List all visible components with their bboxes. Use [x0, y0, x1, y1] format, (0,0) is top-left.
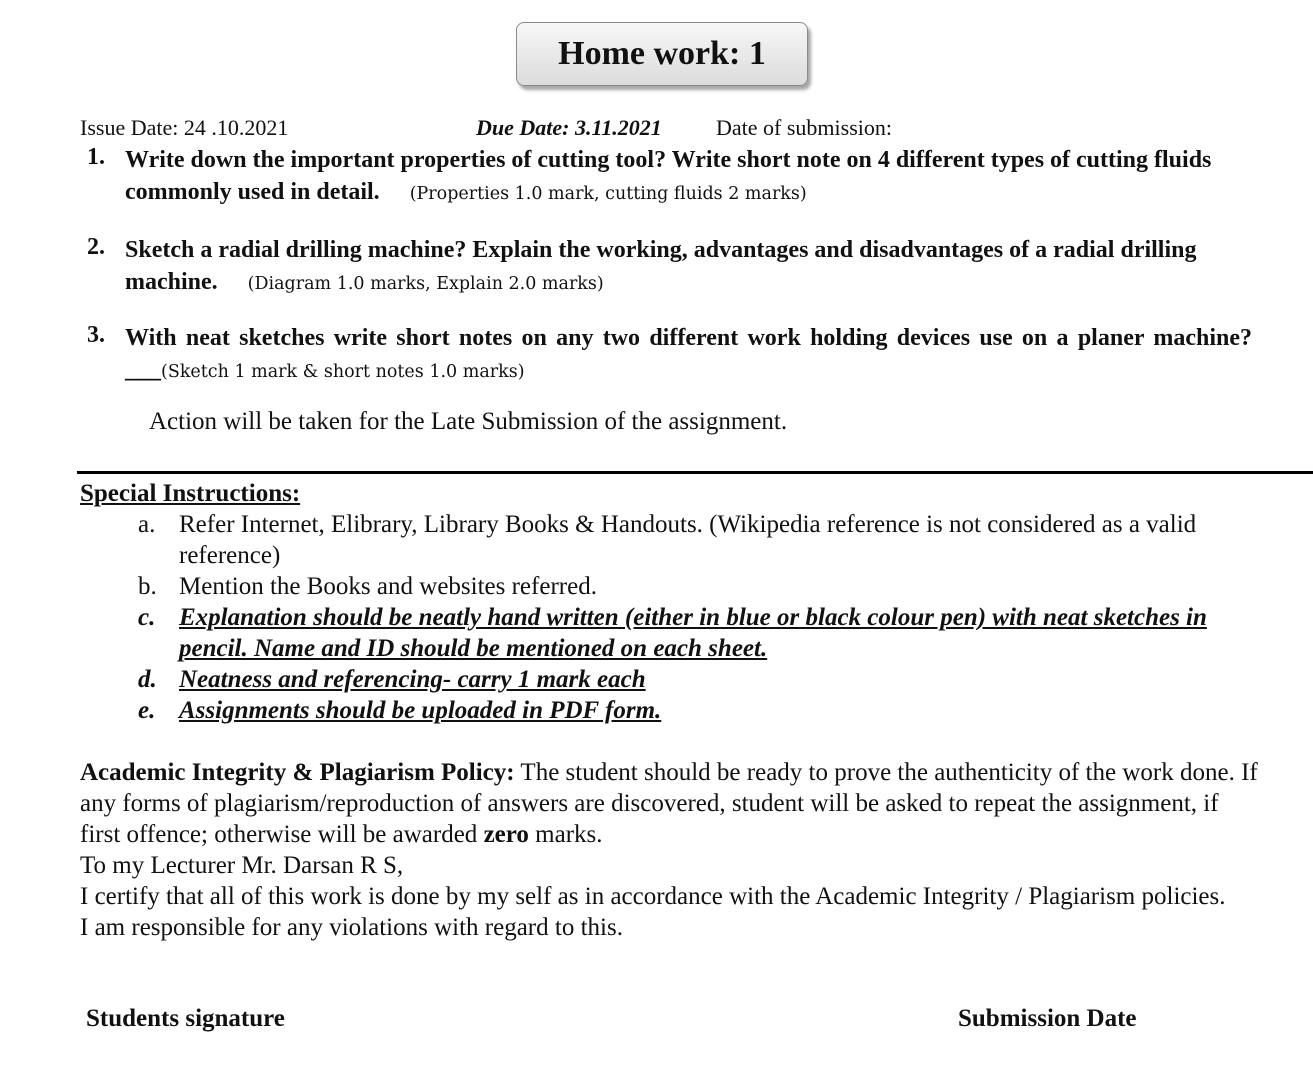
instruction-item: [138, 571, 1248, 602]
lecturer-line: To my Lecturer Mr. Darsan R S,: [80, 852, 404, 879]
policy-text-end: marks.: [535, 821, 603, 848]
submission-date-label: Submission Date: [958, 1005, 1137, 1032]
question-number: 3.: [87, 322, 105, 348]
question-3: [87, 322, 1252, 388]
question-body: [125, 144, 1252, 210]
date-of-submission: Date of submission:: [716, 115, 892, 140]
question-marks: (Properties 1.0 mark, cutting fluids 2 marks): [409, 184, 807, 204]
policy-paragraph: [80, 757, 1265, 850]
question-number: 1.: [87, 144, 105, 170]
special-instructions-list: [138, 509, 1248, 726]
issue-date: Issue Date: 24 .10.2021: [80, 115, 289, 140]
instruction-label: b.: [138, 573, 157, 600]
homework-title: Home work: 1: [516, 22, 808, 86]
due-date: Due Date: 3.11.2021: [476, 115, 662, 140]
students-signature-label: Students signature: [86, 1005, 285, 1032]
late-submission-notice: Action will be taken for the Late Submission of the assignment.: [149, 408, 788, 435]
question-marks: (Sketch 1 mark & short notes 1.0 marks): [161, 362, 525, 382]
instruction-text: Refer Internet, Elibrary, Library Books & Handouts. (Wikipedia reference is not considered as a valid reference): [179, 511, 1197, 569]
instruction-item: [138, 509, 1248, 571]
question-body: [125, 322, 1252, 388]
instruction-text: Explanation should be neatly hand written (either in blue or black colour pen) with neat sketches in pencil. Name and ID should be mentioned on each sheet.: [179, 604, 1207, 662]
instruction-item: [138, 602, 1248, 664]
question-text: Write down the important properties of cutting tool? Write short note on 4 different types of cutting fluids commonly used in detail.: [125, 147, 1212, 205]
policy-heading: Academic Integrity & Plagiarism Policy:: [80, 759, 515, 786]
instruction-label: e.: [138, 697, 156, 724]
instruction-item: [138, 695, 1248, 726]
question-1: [87, 144, 1252, 210]
question-marks: (Diagram 1.0 marks, Explain 2.0 marks): [247, 274, 604, 294]
instruction-text: Neatness and referencing- carry 1 mark each: [179, 666, 646, 693]
question-2: [87, 234, 1252, 300]
instruction-label: a.: [138, 511, 156, 538]
question-text: With neat sketches write short notes on any two different work holding devices use on a planer machine?___: [125, 325, 1252, 383]
instruction-label: c.: [138, 604, 156, 631]
instruction-item: [138, 664, 1248, 695]
instruction-label: d.: [138, 666, 157, 693]
policy-text: The student should be ready to prove the authenticity of the work done. If any forms of plagiarism/reproduction of answers are discovered, student will be asked to repeat the assignment, if first offence; otherwise will be awarded: [80, 759, 1258, 848]
question-text: Sketch a radial drilling machine? Explain the working, advantages and disadvantages of a radial drilling machine.: [125, 237, 1197, 295]
responsibility-line: I am responsible for any violations with regard to this.: [80, 914, 623, 941]
divider: [77, 471, 1313, 474]
instruction-text: Mention the Books and websites referred.: [179, 573, 597, 600]
question-body: [125, 234, 1252, 300]
dates-row: [80, 115, 1260, 143]
instruction-text: Assignments should be uploaded in PDF form.: [179, 697, 662, 724]
special-instructions-heading: Special Instructions:: [80, 480, 301, 507]
plagiarism-policy: [80, 757, 1265, 943]
certify-line: I certify that all of this work is done by my self as in accordance with the Academic Integrity / Plagiarism policies.: [80, 883, 1226, 910]
question-number: 2.: [87, 234, 105, 260]
policy-zero: zero: [483, 821, 529, 848]
